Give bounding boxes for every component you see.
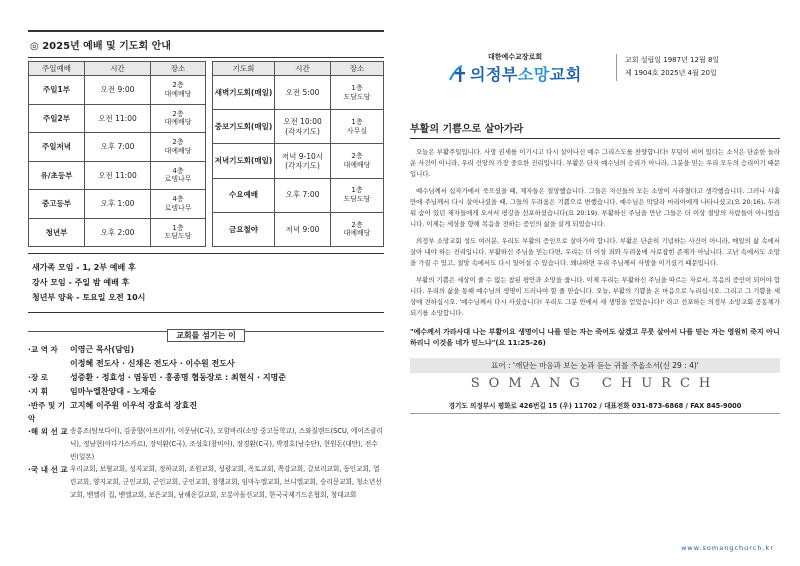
english-name: SOMANG CHURCH bbox=[470, 376, 720, 392]
prayer-time-note: (각자기도) bbox=[285, 126, 320, 136]
worship-table bbox=[28, 61, 206, 247]
founded-date: 교회 설립일 1987년 12월 8일 bbox=[625, 56, 720, 64]
staff-title: 교회를 섬기는 이 bbox=[167, 329, 245, 342]
prayer-time-note: (각자기도) bbox=[285, 160, 320, 170]
worship-time: 오전 11:00 bbox=[85, 161, 151, 190]
article-paragraph: 의정부 소망교회 성도 여러분, 우리도 부활의 증인으로 살아가야 합니다. 부활은 단순히 기념하는 사건이 아니라, 매일의 삶 속에서 살아 내야 하는 진리입니다. 부활하신 주님을 믿는다면, 우리는 더 이상 죄와 두려움에 사로잡힌 존재가 아닙니다. 고난 속에서도 소망을 가질 수 있고, 절망 속에서도 다시 일어설 수 있습니다. 왜냐하면 우리 주님께서 사망을 이기셨기 때문입니다. bbox=[410, 237, 780, 268]
church-logo bbox=[448, 62, 582, 85]
prayer-place bbox=[331, 144, 384, 178]
staff-row bbox=[28, 425, 384, 464]
staff-heading bbox=[28, 323, 384, 339]
worship-room: 대예배당 bbox=[164, 89, 192, 98]
article-paragraph: 오늘은 부활주일입니다. 사망 권세를 이기시고 다시 살아나신 예수 그리스도를 찬양합니다! 무덤이 비어 있다는 소식은 단순한 놀라운 사건이 아니라, 우리 신앙의 가장 중요한 진리입니다. 부활은 단지 예수님의 승리가 아니라, 그분을 믿는 우리 모두의 승리이기 때문입니다. bbox=[410, 148, 780, 179]
prayer-row bbox=[213, 212, 384, 246]
staff-list bbox=[28, 343, 384, 502]
worship-room: 대예배당 bbox=[164, 118, 192, 127]
prayer-place bbox=[331, 178, 384, 212]
staff-row bbox=[28, 343, 384, 357]
article-paragraph: 부활의 기쁨은 세상이 줄 수 없는 참된 평안과 소망을 줍니다. 이제 우리는 부활하신 주님을 따르는 자로서, 복음의 증인이 되어야 합니다. 우리의 삶을 통해 예수님의 생명이 드러나야 할 줄 믿습니다. 오늘, 부활의 기쁨을 온 마음으로 누리십시오. 그리고 그 기쁨을 세상에 전하십시오. '예수님께서 다시 사셨습니다! 우리도 그분 안에서 새 생명을 얻었습니다!' 라고 선포하는 의정부 소망교회 공동체가 되기를 소망합니다. bbox=[410, 276, 780, 318]
schedule-tables bbox=[28, 61, 384, 247]
worship-time: 오전 9:00 bbox=[85, 76, 151, 105]
staff-role: ·국 내 선 교 bbox=[28, 465, 68, 475]
prayer-time bbox=[275, 212, 331, 246]
prayer-row bbox=[213, 76, 384, 110]
prayer-room: 도담도담 bbox=[343, 195, 371, 204]
prayer-time bbox=[275, 144, 331, 178]
worship-floor: 4층 bbox=[172, 166, 184, 175]
church-address: 경기도 의정부시 평화로 426번길 15 (우) 11702 / 대표전화 031-873-6868 / FAX 845-9000 bbox=[410, 400, 780, 414]
prayer-room: 대예배당 bbox=[343, 229, 371, 238]
cross-logo-icon bbox=[448, 64, 468, 84]
worship-floor: 2층 bbox=[172, 109, 184, 118]
worship-time: 오후 2:00 bbox=[85, 218, 151, 247]
scripture-verse: "예수께서 가라사대 나는 부활이요 생명이니 나를 믿는 자는 죽어도 살겠고 무릇 살아서 나를 믿는 자는 영원히 죽지 아니하리니 이것을 네가 믿느냐"(요 11:25-26) bbox=[410, 328, 780, 347]
prayer-time-main: 오전 10:00 bbox=[283, 117, 322, 127]
staff-names: 성중환 · 정효성 · 염동민 · 홍종명 협동장로 : 최현식 · 지명준 bbox=[70, 372, 287, 382]
church-motto: 표어 : '깨닫는 마음과 보는 눈과 듣는 귀를 주옵소서(신 29 : 4)' bbox=[410, 358, 780, 373]
worship-floor: 2층 bbox=[172, 138, 184, 146]
prayer-room: 사무실 bbox=[346, 126, 368, 135]
church-name: 의정부소망교회 bbox=[470, 65, 582, 84]
schedule-title: ◎ 2025년 예배 및 기도회 안내 bbox=[28, 30, 384, 58]
prayer-place bbox=[331, 76, 384, 110]
prayer-row bbox=[213, 178, 384, 212]
prayer-floor: 1층 bbox=[351, 186, 363, 195]
staff-role: ·지 휘 bbox=[28, 386, 48, 396]
staff-role: ·해 외 선 교 bbox=[28, 426, 68, 436]
denomination: 대한예수교장로회 bbox=[488, 53, 543, 61]
prayer-header-place: 장소 bbox=[331, 62, 384, 76]
worship-header-place: 장소 bbox=[151, 62, 206, 76]
worship-name: 주일저녁 bbox=[29, 133, 85, 162]
worship-room: 도담도담 bbox=[164, 232, 192, 241]
staff-role: ·반주 및 기악 bbox=[28, 400, 66, 423]
worship-name: 유/초등부 bbox=[29, 161, 85, 190]
worship-row bbox=[29, 76, 206, 105]
staff-row bbox=[28, 399, 384, 425]
right-column bbox=[410, 14, 780, 560]
prayer-room: 대예배당 bbox=[343, 160, 371, 169]
worship-row bbox=[29, 104, 206, 133]
worship-floor: 4층 bbox=[172, 195, 184, 203]
meeting-item: 새가족 모임 - 1, 2부 예배 후 bbox=[32, 263, 136, 272]
worship-row bbox=[29, 161, 206, 190]
prayer-floor: 1층 bbox=[351, 118, 363, 127]
prayer-floor: 2층 bbox=[351, 220, 363, 229]
worship-place bbox=[151, 190, 206, 219]
prayer-place bbox=[331, 110, 384, 144]
worship-room: 대예배당 bbox=[164, 146, 192, 155]
staff-role: ·교 역 자 bbox=[28, 344, 58, 354]
worship-place bbox=[151, 218, 206, 247]
worship-room: 로뎀나무 bbox=[164, 203, 192, 212]
issue-number: 제 1904호 2025년 4월 20일 bbox=[625, 69, 717, 78]
staff-names: 우리교회, 보혈교회, 성지교회, 정하교회, 조원교회, 성광교회, 옥토교회, 쪽강교회, 갈보리교회, 동인교회, 열린교회, 양지교회, 군인교회, 군인교회, 군인교회, 참행교회, 임마누엘교회, 브니엘교회, 승리문교회, 청소년선교회, 밴엘리 집, 밴엘교회, 보은교회, 남해운길교회, 모롱아돌선교회, 한국국제기드온협회, 청대교회 bbox=[70, 465, 382, 500]
worship-place bbox=[151, 161, 206, 190]
worship-name: 청년부 bbox=[29, 218, 85, 247]
prayer-floor: 2층 bbox=[351, 152, 363, 161]
prayer-time bbox=[275, 178, 331, 212]
article-body bbox=[410, 147, 780, 319]
prayer-name: 중보기도회(매일) bbox=[213, 110, 275, 144]
meetings-box bbox=[28, 253, 384, 313]
staff-names: 임마누엘찬양대 - 노재승 bbox=[70, 386, 157, 396]
staff-role bbox=[28, 357, 70, 371]
prayer-name: 수요예배 bbox=[213, 178, 275, 212]
prayer-floor: 1층 bbox=[351, 83, 363, 92]
staff-names: 이영근 목사(담임) bbox=[70, 344, 135, 354]
worship-floor: 1층 bbox=[172, 223, 184, 232]
prayer-time-main: 저녁 9-10시 bbox=[281, 151, 324, 161]
article-title: 부활의 기쁨으로 살아가라 bbox=[410, 120, 780, 139]
prayer-header-time: 시간 bbox=[275, 62, 331, 76]
worship-time: 오후 1:00 bbox=[85, 190, 151, 219]
worship-header-time: 시간 bbox=[85, 62, 151, 76]
staff-names: 송홍조(탐보다아), 김종향(아프리카), 이문남(C국), 모함바리(소망 중고등학교), 스와질랜드(SCU, 에이즈클리닉), 정남현(아다가스카르), 장덕환(C국), 조성호(참비아), 장경환(C국), 박경호(남수단), 현원돈(대만), 전수빈(일본) bbox=[70, 426, 383, 461]
staff-row bbox=[28, 371, 384, 385]
staff-row bbox=[28, 385, 384, 399]
worship-room: 로뎀나무 bbox=[164, 175, 192, 184]
worship-row bbox=[29, 218, 206, 247]
staff-names: 고지혜 이주원 이우석 장효석 장효진 bbox=[70, 400, 198, 410]
staff-row bbox=[28, 357, 384, 371]
worship-place bbox=[151, 104, 206, 133]
prayer-room: 도담도담 bbox=[343, 92, 371, 101]
worship-row bbox=[29, 133, 206, 162]
prayer-row bbox=[213, 144, 384, 178]
staff-role: ·장 로 bbox=[28, 372, 48, 382]
prayer-table bbox=[212, 61, 384, 247]
worship-name: 주일1부 bbox=[29, 76, 85, 105]
prayer-time bbox=[275, 76, 331, 110]
worship-place bbox=[151, 133, 206, 162]
worship-time: 오후 7:00 bbox=[85, 133, 151, 162]
article-paragraph: 예수님께서 십자가에서 죽으셨을 때, 제자들은 절망했습니다. 그들은 자신들의 모든 소망이 사라졌다고 생각했습니다. 그러나 사흘 만에 주님께서 다시 살아나셨을 때, 그들의 두려움은 기쁨으로 변했습니다. 예수님은 막달라 마리아에게 나타나셨고(요 20:16), 두려워 숨어 있던 제자들에게 오셔서 평강을 선포하셨습니다(요 20:19). 부활하신 주님을 만난 그들은 더 이상 절망의 사람들이 아니었습니다. 이제는 세상을 향해 복음을 전하는 증인의 삶을 살게 되었습니다. bbox=[410, 187, 780, 229]
left-column bbox=[28, 30, 384, 560]
staff-names: 이정혜 전도사 · 신채은 전도사 · 이수원 전도사 bbox=[70, 358, 235, 368]
prayer-time-main: 저녁 9:00 bbox=[285, 224, 320, 234]
prayer-name: 새벽기도회(매일) bbox=[213, 76, 275, 110]
worship-row bbox=[29, 190, 206, 219]
church-header bbox=[410, 14, 780, 84]
worship-place bbox=[151, 76, 206, 105]
prayer-row bbox=[213, 110, 384, 144]
staff-row bbox=[28, 463, 384, 502]
meeting-item: 청년부 양육 - 토요일 오전 10시 bbox=[32, 293, 146, 303]
prayer-name: 저녁기도회(매일) bbox=[213, 144, 275, 178]
worship-floor: 2층 bbox=[172, 81, 184, 89]
prayer-time-main: 오후 7:00 bbox=[285, 190, 320, 200]
prayer-place bbox=[331, 212, 384, 246]
worship-name: 중고등부 bbox=[29, 190, 85, 219]
worship-time: 오전 11:00 bbox=[85, 104, 151, 133]
prayer-time-main: 오전 5:00 bbox=[285, 87, 320, 97]
meeting-item: 강사 모임 - 주일 밤 예배 후 bbox=[32, 278, 130, 288]
prayer-header-name: 기도회 bbox=[213, 62, 275, 76]
worship-name: 주일2부 bbox=[29, 104, 85, 133]
worship-header-name: 주일예배 bbox=[29, 62, 85, 76]
website-link[interactable]: www.somangchurch.kr bbox=[681, 544, 774, 552]
prayer-name: 금요철야 bbox=[213, 212, 275, 246]
prayer-time bbox=[275, 110, 331, 144]
issue-info bbox=[616, 54, 719, 81]
